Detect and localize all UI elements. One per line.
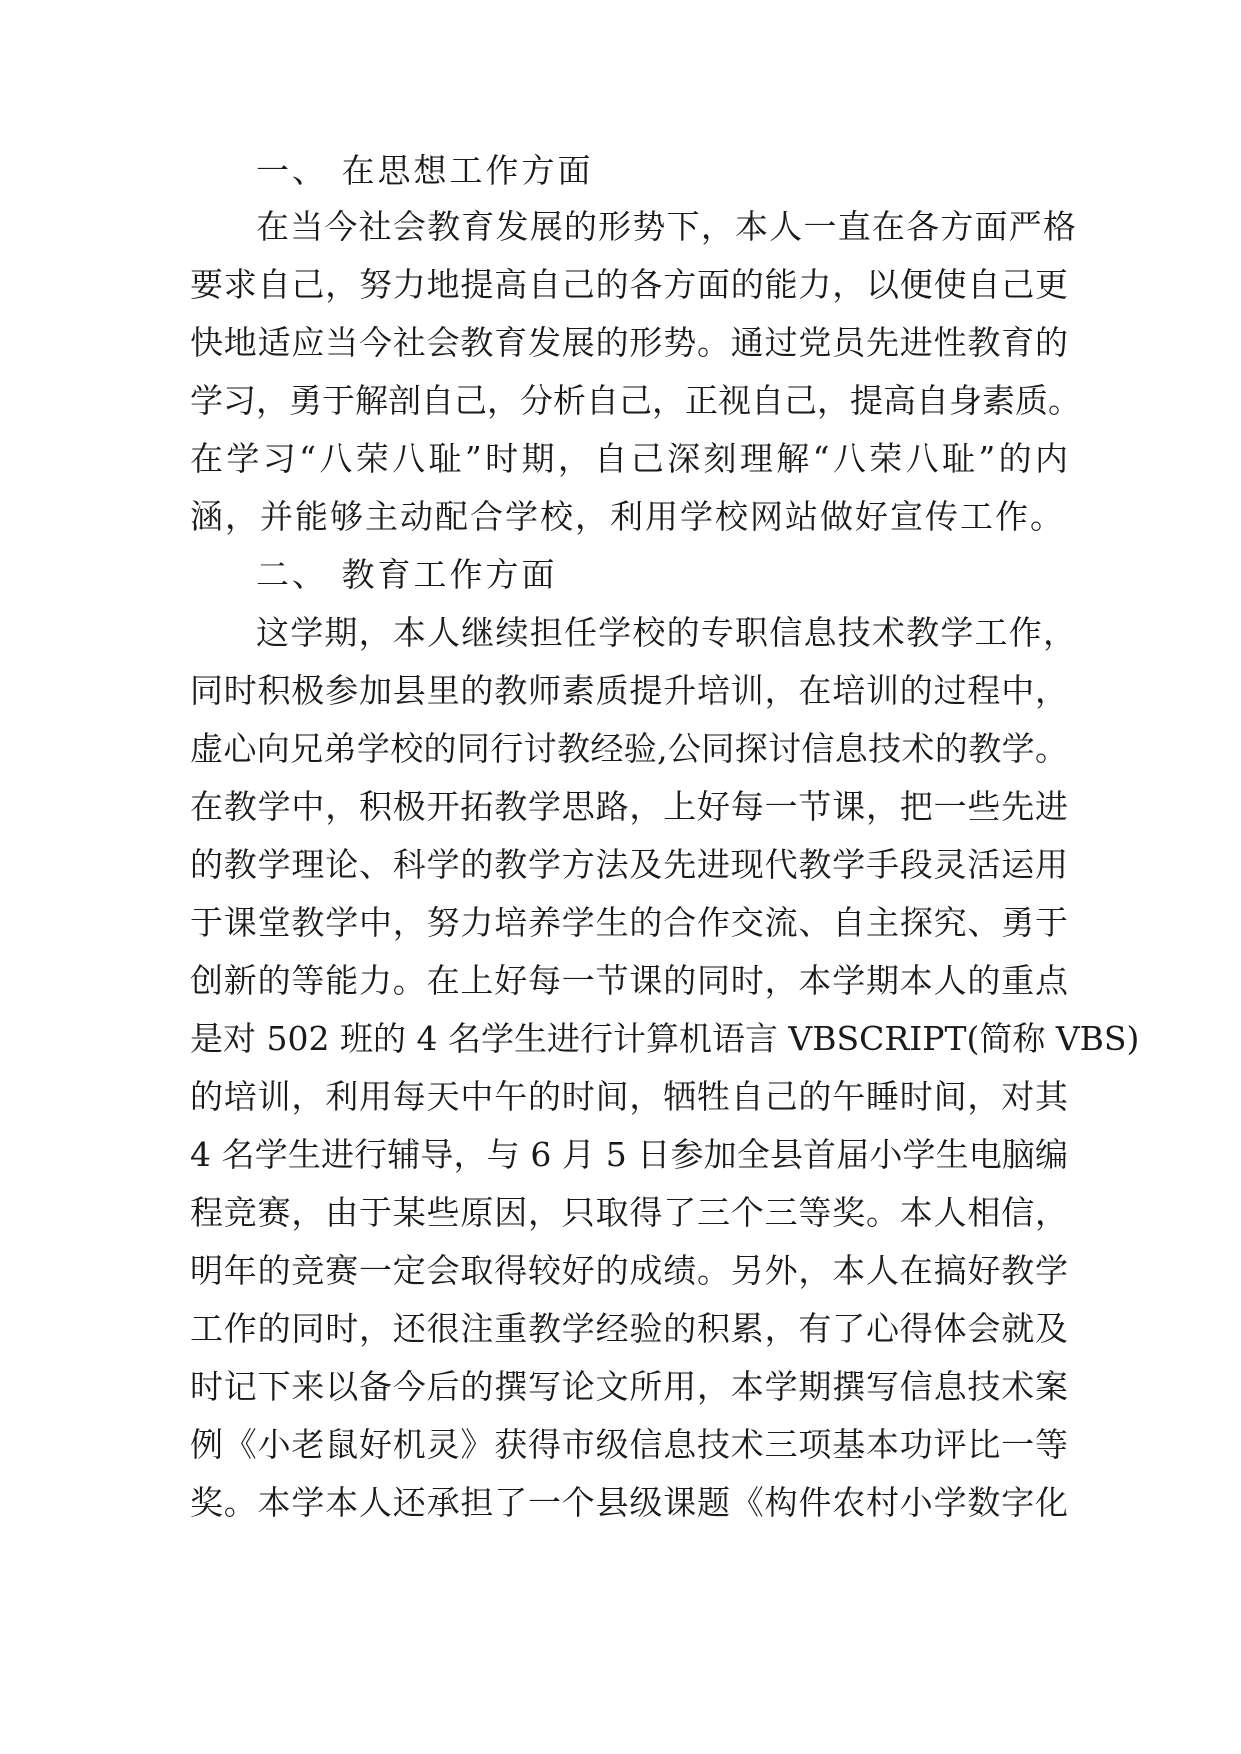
paragraph-line: 涵，并能够主动配合学校，利用学校网站做好宣传工作。 [190, 497, 1065, 536]
paragraph-line: 明年的竞赛一定会取得较好的成绩。另外，本人在搞好教学 [190, 1251, 1068, 1290]
paragraph-line: 学习，勇于解剖自己，分析自己，正视自己，提高自身素质。 [190, 381, 1081, 420]
paragraph-line: 于课堂教学中，努力培养学生的合作交流、自主探究、勇于 [190, 903, 1068, 942]
paragraph-line: 创新的等能力。在上好每一节课的同时，本学期本人的重点 [190, 961, 1068, 1000]
section-heading-1: 一、 在思想工作方面 [256, 151, 594, 190]
paragraph-line: 在当今社会教育发展的形势下，本人一直在各方面严格 [256, 207, 1076, 246]
paragraph-line: 虚心向兄弟学校的同行讨教经验,公同探讨信息技术的教学。 [190, 729, 1068, 768]
paragraph-line: 是对 502 班的 4 名学生进行计算机语言 VBSCRIPT(简称 VBS) [190, 1019, 1140, 1058]
paragraph-line: 程竞赛，由于某些原因，只取得了三个三等奖。本人相信， [190, 1193, 1068, 1232]
paragraph-line: 工作的同时，还很注重教学经验的积累，有了心得体会就及 [190, 1309, 1068, 1348]
paragraph-line: 例《小老鼠好机灵》获得市级信息技术三项基本功评比一等 [190, 1425, 1068, 1464]
paragraph-line: 时记下来以备今后的撰写论文所用，本学期撰写信息技术案 [190, 1367, 1068, 1406]
paragraph-line: 快地适应当今社会教育发展的形势。通过党员先进性教育的 [190, 323, 1068, 362]
paragraph-line: 的教学理论、科学的教学方法及先进现代教学手段灵活运用 [190, 845, 1068, 884]
paragraph-line: 在学习“八荣八耻”时期，自己深刻理解“八荣八耻”的内 [190, 439, 1068, 478]
paragraph-line: 要求自己，努力地提高自己的各方面的能力，以便使自己更 [190, 265, 1068, 304]
paragraph-line: 4 名学生进行辅导，与 6 月 5 日参加全县首届小学生电脑编 [190, 1135, 1068, 1174]
paragraph-line: 同时积极参加县里的教师素质提升培训，在培训的过程中， [190, 671, 1068, 710]
section-heading-2: 二、 教育工作方面 [256, 555, 558, 594]
paragraph-line: 这学期，本人继续担任学校的专职信息技术教学工作， [256, 613, 1076, 652]
paragraph-line: 在教学中，积极开拓教学思路，上好每一节课，把一些先进 [190, 787, 1068, 826]
paragraph-line: 奖。本学本人还承担了一个县级课题《构件农村小学数字化 [190, 1483, 1068, 1522]
paragraph-line: 的培训，利用每天中午的时间，牺牲自己的午睡时间，对其 [190, 1077, 1068, 1116]
